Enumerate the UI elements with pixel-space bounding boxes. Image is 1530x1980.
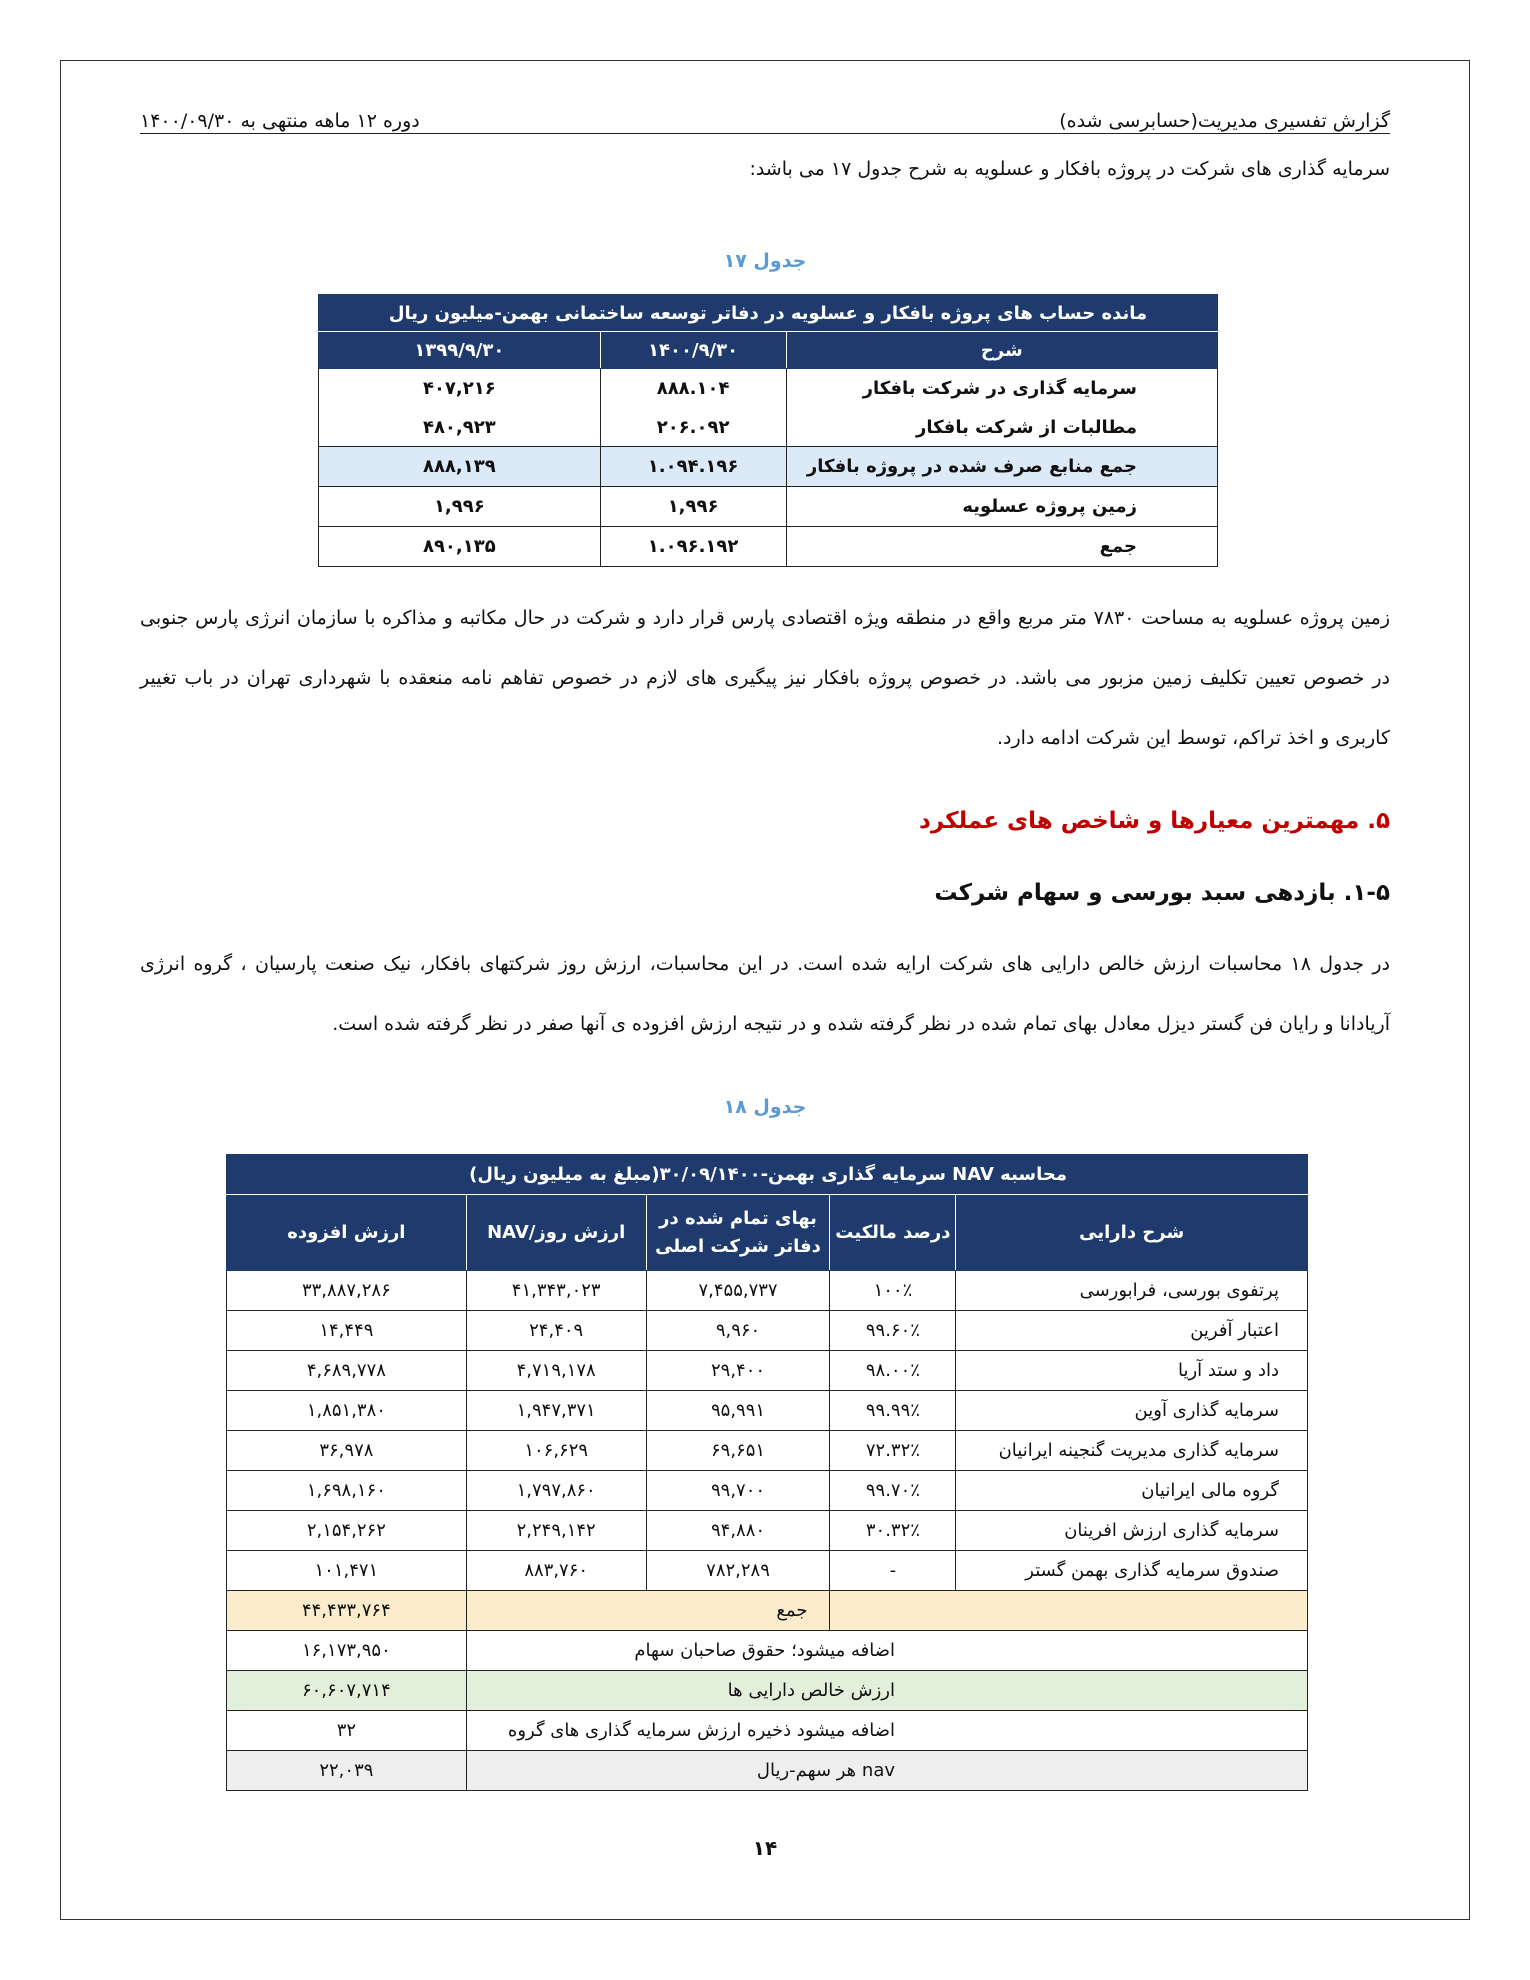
section-5-1-heading: ۱-۵. بازدهی سبد بورسی و سهام شرکت	[934, 880, 1390, 906]
table-row	[227, 1551, 1308, 1591]
equity-value: ۱۶,۱۷۳,۹۵۰	[227, 1631, 467, 1671]
table17-cell: ۱.۰۹۶.۱۹۲	[600, 527, 786, 567]
equity-label: اضافه میشود؛ حقوق صاحبان سهام	[466, 1631, 1307, 1671]
nav-value: ۶۰,۶۰۷,۷۱۴	[227, 1671, 467, 1711]
table18-cell: ۳۳,۸۸۷,۲۸۶	[227, 1271, 467, 1311]
table18-cell: ۳۰.۳۲٪	[830, 1511, 956, 1551]
nav-label: ارزش خالص دارایی ها	[466, 1671, 1307, 1711]
table18-cell: ۴۱,۳۴۳,۰۲۳	[466, 1271, 646, 1311]
table17-cell: مطالبات از شرکت بافکار	[786, 409, 1218, 447]
table18-cell: ۷۸۲,۲۸۹	[646, 1551, 830, 1591]
table17-header-1399: ۱۳۹۹/۹/۳۰	[319, 332, 601, 369]
nav-paragraph: در جدول ۱۸ محاسبات ارزش خالص دارایی های شرکت ارایه شده است. در این محاسبات، ارزش روز شرکتهای بافکار، نیک صنعت پارسیان ، گروه انرژی آریادانا و رایان فن گستر دیزل معادل بهای تمام شده در نظر گرفته شده و در نتیجه ارزش افزوده ی آنها صفر در نظر گرفته شده است.	[140, 953, 1390, 1035]
table18-cell: ۹,۹۶۰	[646, 1311, 830, 1351]
table18-cell: سرمایه گذاری مدیریت گنجینه ایرانیان	[956, 1431, 1308, 1471]
table-row	[319, 487, 1218, 527]
table17-cell: ۴۰۷,۲۱۶	[319, 369, 601, 409]
table18-header-asset: شرح دارایی	[956, 1195, 1308, 1271]
table18-cell: ۱۴,۴۴۹	[227, 1311, 467, 1351]
table17-title: مانده حساب های پروژه بافکار و عسلویه در دفاتر توسعه ساختمانی بهمن-میلیون ریال	[319, 295, 1218, 332]
table18-cell: ۱۰۶,۶۲۹	[466, 1431, 646, 1471]
table18-cell: داد و ستد آریا	[956, 1351, 1308, 1391]
table18-cell: ۲۴,۴۰۹	[466, 1311, 646, 1351]
table18-cell: ۱,۷۹۷,۸۶۰	[466, 1471, 646, 1511]
page-header	[140, 92, 1390, 132]
table18-cell: ۹۹.۶۰٪	[830, 1311, 956, 1351]
table18-cell: ۷,۴۵۵,۷۳۷	[646, 1271, 830, 1311]
table17-cell: ۸۹۰,۱۳۵	[319, 527, 601, 567]
table18-cell: ۱۰۰٪	[830, 1271, 956, 1311]
total-row	[227, 1591, 1308, 1631]
total-label: جمع	[466, 1591, 830, 1631]
table18-cell: اعتبار آفرین	[956, 1311, 1308, 1351]
table18-cell: ۴,۶۸۹,۷۷۸	[227, 1351, 467, 1391]
table18-cell: صندوق سرمایه گذاری بهمن گستر	[956, 1551, 1308, 1591]
report-period: دوره ۱۲ ماهه منتهی به ۱۴۰۰/۰۹/۳۰	[140, 110, 420, 132]
section-5-heading: ۵. مهمترین معیارها و شاخص های عملکرد	[919, 808, 1390, 834]
table-row	[319, 369, 1218, 409]
table18-cell: ۹۹.۷۰٪	[830, 1471, 956, 1511]
table18-cell: ۹۸.۰۰٪	[830, 1351, 956, 1391]
table18-title: محاسبه NAV سرمایه گذاری بهمن-۳۰/۰۹/۱۴۰۰(مبلغ به میلیون ریال)	[227, 1155, 1308, 1195]
table18-cell: ۱۰۱,۴۷۱	[227, 1551, 467, 1591]
table18-header-cost: بهای تمام شده در دفاتر شرکت اصلی	[646, 1195, 830, 1271]
table18-header-ownership: درصد مالکیت	[830, 1195, 956, 1271]
table18-cell: ۷۲.۳۲٪	[830, 1431, 956, 1471]
table18-blank-cell	[956, 1591, 1308, 1631]
table18-cell: -	[830, 1551, 956, 1591]
table17-cell: ۴۸۰,۹۲۳	[319, 409, 601, 447]
table-row	[227, 1271, 1308, 1311]
table18-cell: ۸۸۳,۷۶۰	[466, 1551, 646, 1591]
table18-cell: ۱,۹۴۷,۳۷۱	[466, 1391, 646, 1431]
table-row	[319, 447, 1218, 487]
table18-cell: ۹۵,۹۹۱	[646, 1391, 830, 1431]
table18-cell: پرتفوی بورسی، فرابورسی	[956, 1271, 1308, 1311]
table17-cell: ۸۸۸.۱۰۴	[600, 369, 786, 409]
header-divider	[140, 133, 1390, 134]
table18-header-nav: ارزش روز/NAV	[466, 1195, 646, 1271]
per-share-row	[227, 1751, 1308, 1791]
nav-row	[227, 1671, 1308, 1711]
table-row	[319, 527, 1218, 567]
table18-cell: ۹۹.۹۹٪	[830, 1391, 956, 1431]
table-row	[227, 1511, 1308, 1551]
table18-cell: ۹۹,۷۰۰	[646, 1471, 830, 1511]
table17-cell: ۲۰۶.۰۹۲	[600, 409, 786, 447]
table17-cell: ۱.۰۹۴.۱۹۶	[600, 447, 786, 487]
table-row	[227, 1391, 1308, 1431]
reserve-label: اضافه میشود ذخیره ارزش سرمایه گذاری های گروه	[466, 1711, 1307, 1751]
table17-cell: جمع	[786, 527, 1218, 567]
table17-cell: ۸۸۸,۱۳۹	[319, 447, 601, 487]
table18-cell: سرمایه گذاری آوین	[956, 1391, 1308, 1431]
table-row	[227, 1311, 1308, 1351]
table18-cell: ۹۴,۸۸۰	[646, 1511, 830, 1551]
reserve-value: ۳۲	[227, 1711, 467, 1751]
table17-caption: جدول ۱۷	[723, 250, 807, 272]
table18-cell: ۲,۲۴۹,۱۴۲	[466, 1511, 646, 1551]
asaluyeh-paragraph: زمین پروژه عسلویه به مساحت ۷۸۳۰ متر مربع واقع در منطقه ویژه اقتصادی پارس قرار دارد و شرکت در حال مکاتبه و مذاکره با سازمان انرژی پارس جنوبی در خصوص تعیین تکلیف زمین مزبور می باشد. در خصوص پروژه بافکار نیز پیگیری های لازم در خصوص تفاهم نامه منعقده با شهرداری تهران در باب تغییر کاربری و اخذ تراکم، توسط این شرکت ادامه دارد.	[140, 607, 1391, 749]
per-share-value: ۲۲,۰۳۹	[227, 1751, 467, 1791]
table-17	[318, 294, 1218, 567]
table-row	[319, 409, 1218, 447]
table18-cell: ۱,۶۹۸,۱۶۰	[227, 1471, 467, 1511]
table18-cell: سرمایه گذاری ارزش افرینان	[956, 1511, 1308, 1551]
report-title: گزارش تفسیری مدیریت(حسابرسی شده)	[1059, 110, 1390, 132]
table17-cell: ۱,۹۹۶	[319, 487, 601, 527]
reserve-row	[227, 1711, 1308, 1751]
table18-cell: ۶۹,۶۵۱	[646, 1431, 830, 1471]
table18-cell: ۴,۷۱۹,۱۷۸	[466, 1351, 646, 1391]
table18-cell: گروه مالی ایرانیان	[956, 1471, 1308, 1511]
table-row	[227, 1351, 1308, 1391]
table17-header-1400: ۱۴۰۰/۹/۳۰	[600, 332, 786, 369]
table17-cell: جمع منابع صرف شده در پروژه بافکار	[786, 447, 1218, 487]
table18-caption: جدول ۱۸	[723, 1096, 807, 1118]
table17-cell: ۱,۹۹۶	[600, 487, 786, 527]
table-row	[227, 1431, 1308, 1471]
table-18	[226, 1154, 1308, 1791]
table18-cell: ۲۹,۴۰۰	[646, 1351, 830, 1391]
table18-blank-cell	[830, 1591, 956, 1631]
table17-header-description: شرح	[786, 332, 1218, 369]
table18-cell: ۲,۱۵۴,۲۶۲	[227, 1511, 467, 1551]
equity-row	[227, 1631, 1308, 1671]
table17-cell: سرمایه گذاری در شرکت بافکار	[786, 369, 1218, 409]
table-row	[227, 1471, 1308, 1511]
table18-cell: ۱,۸۵۱,۳۸۰	[227, 1391, 467, 1431]
table18-cell: ۳۶,۹۷۸	[227, 1431, 467, 1471]
per-share-label: nav هر سهم-ریال	[466, 1751, 1307, 1791]
page-number: ۱۴	[752, 1836, 778, 1860]
table18-header-added: ارزش افزوده	[227, 1195, 467, 1271]
table17-cell: زمین پروژه عسلویه	[786, 487, 1218, 527]
intro-paragraph: سرمایه گذاری های شرکت در پروژه بافکار و عسلویه به شرح جدول ۱۷ می باشد:	[749, 158, 1390, 180]
total-value: ۴۴,۴۳۳,۷۶۴	[227, 1591, 467, 1631]
